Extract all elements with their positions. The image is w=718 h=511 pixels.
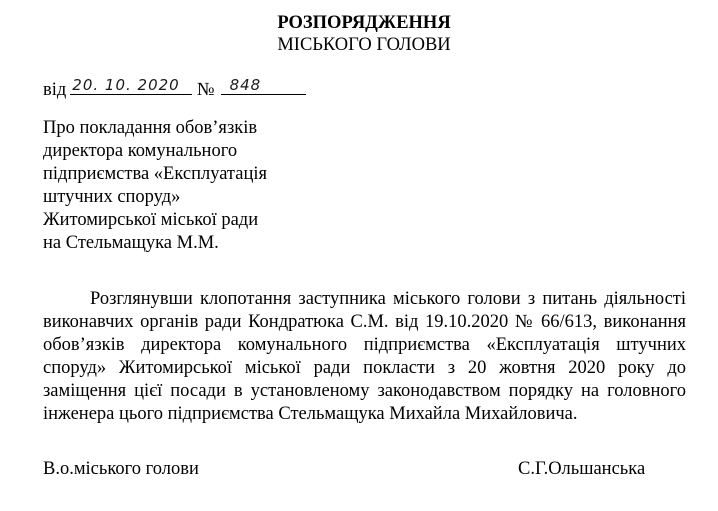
date-number-line xyxy=(43,76,306,101)
subject-line: на Стельмащука М.М. xyxy=(43,233,219,253)
document-subtitle: МІСЬКОГО ГОЛОВИ xyxy=(277,35,451,55)
handwritten-date: 20. 10. 2020 xyxy=(72,76,180,94)
subject-line: Житомирської міської ради xyxy=(43,210,259,230)
subject-line: Про покладання обов’язків xyxy=(43,118,258,138)
subject-line: підприємства «Експлуатація xyxy=(43,164,268,184)
body-paragraph: Розглянувши клопотання заступника міського голови з питань діяльності виконавчих органів ради Кондратюка С.М. від 19.10.2020 № 66/613, виконання обов’язків директора комунального підприємства «Експлуатація штучних споруд» Житомирської міської ради покласти з 20 жовтня 2020 року до заміщення цієї посади в установленому законодавством порядку на головного інженера цього підприємства Стельмащука Михайла Михайловича. xyxy=(43,289,686,424)
subject-line: директора комунального xyxy=(43,141,238,161)
number-blank xyxy=(221,76,306,95)
handwritten-number: 848 xyxy=(229,76,262,94)
number-label: № xyxy=(196,80,215,100)
date-label: від xyxy=(43,80,67,100)
subject-line: штучних споруд» xyxy=(43,187,181,207)
document-title: РОЗПОРЯДЖЕННЯ xyxy=(277,13,451,33)
date-blank xyxy=(70,76,192,95)
signatory-name: С.Г.Ольшанська xyxy=(518,459,646,479)
subject-block xyxy=(43,117,267,255)
signatory-position: В.о.міського голови xyxy=(43,459,199,479)
